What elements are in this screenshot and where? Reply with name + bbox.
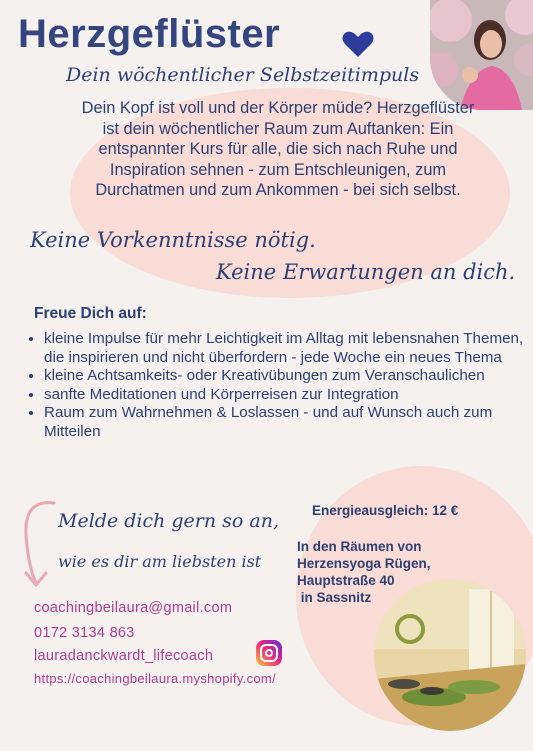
benefits-list [22, 330, 533, 441]
list-item: • sanfte Meditationen und Körperreisen zur Integration [44, 386, 533, 405]
intro-text: Dein Kopf ist voll und der Körper müde? Herzgeflüster ist dein wöchentlicher Raum zum Auftanken: Ein entspannter Kurs für alle, die sich nach Ruhe und Inspiration sehnen - zum Entschleunigen, zum Durchatmen und zum Ankommen - bei sich selbst. [81, 99, 475, 199]
portrait-photo [430, 0, 533, 110]
list-item: • Raum zum Wahrnehmen & Loslassen - und auf Wunsch auch zum Mitteilen [44, 404, 533, 441]
heart-icon [342, 30, 374, 63]
benefits-heading: Freue Dich auf: [34, 305, 147, 322]
script-line-1: Keine Vorkenntnisse nötig. [30, 228, 316, 252]
instagram-handle-link[interactable]: lauradanckwardt_lifecoach [34, 648, 214, 664]
cta-line-1: Melde dich gern so an, [58, 510, 279, 532]
curved-arrow-icon [14, 495, 64, 600]
subtitle: Dein wöchentlicher Selbstzeitimpuls [66, 64, 420, 86]
cta-line-2: wie es dir am liebsten ist [58, 552, 262, 571]
instagram-icon[interactable] [256, 640, 282, 666]
phone-link[interactable]: 0172 3134 863 [34, 625, 135, 641]
script-line-2: Keine Erwartungen an dich. [216, 260, 516, 284]
location-text: In den Räumen von Herzensyoga Rügen, Hauptstraße 40 in Sassnitz [297, 539, 431, 605]
page-title: Herzgeflüster [18, 12, 281, 56]
fee-label: Energieausgleich: 12 € [312, 503, 459, 518]
yoga-room-photo [374, 579, 526, 731]
email-link[interactable]: coachingbeilaura@gmail.com [34, 600, 233, 616]
website-link[interactable]: https://coachingbeilaura.myshopify.com/ [34, 671, 276, 686]
list-item: • kleine Achtsamkeits- oder Kreativübungen zum Veranschaulichen [44, 367, 533, 386]
list-item: • kleine Impulse für mehr Leichtigkeit im Alltag mit lebensnahen Themen, die inspirieren und nicht überfordern - jede Woche ein neues Thema [44, 330, 533, 367]
